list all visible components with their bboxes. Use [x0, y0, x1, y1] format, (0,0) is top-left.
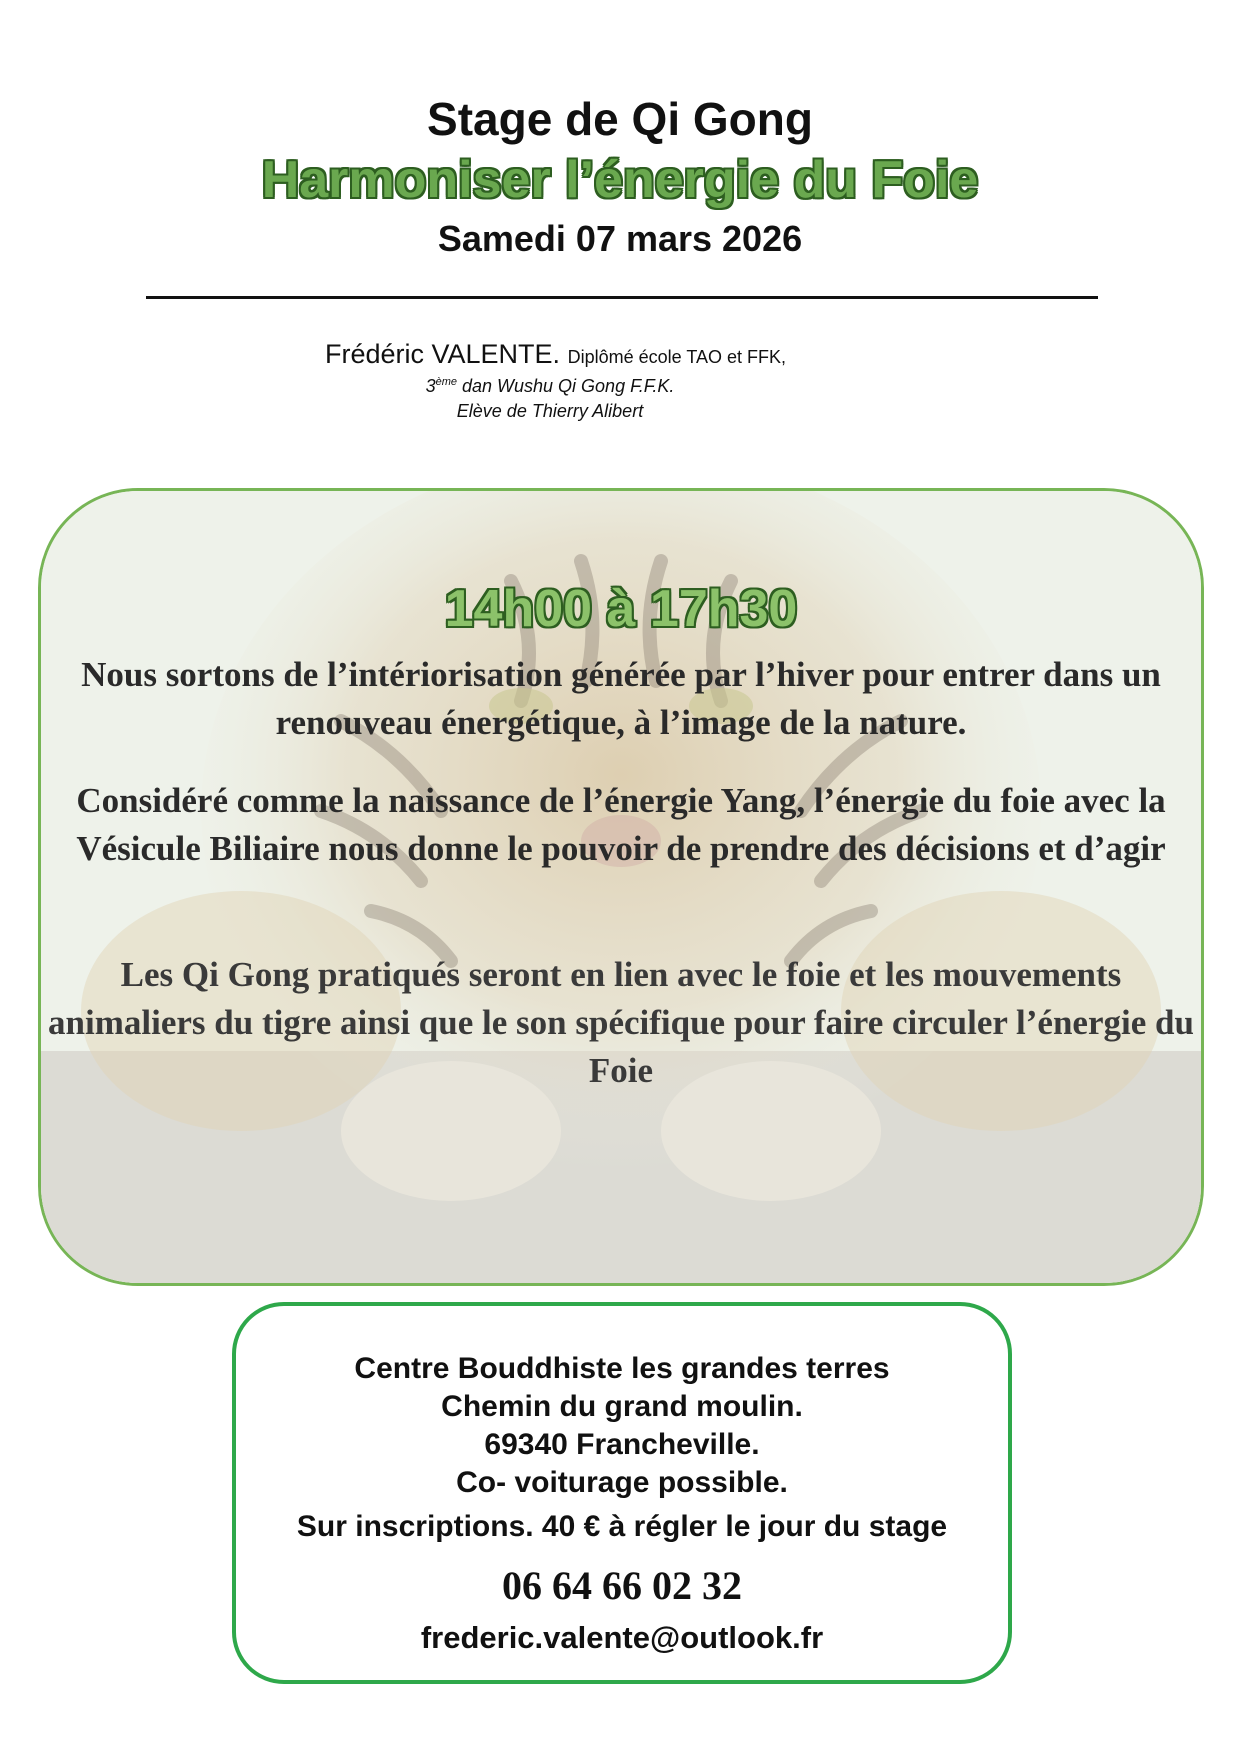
author-student-of: Elève de Thierry Alibert [456, 401, 644, 421]
author-credentials: Diplômé école TAO et FFK, [567, 347, 787, 367]
dan-suffix: ème [435, 376, 457, 388]
phone-number[interactable]: 06 64 66 02 32 [502, 1563, 742, 1608]
venue-city: 69340 Francheville. [484, 1428, 760, 1461]
author-line [325, 339, 885, 370]
session-time: 14h00 à 17h30 [444, 580, 798, 638]
carpool-note: Co- voiturage possible. [456, 1466, 788, 1499]
dan-text: dan Wushu Qi Gong F.F.K. [456, 376, 675, 396]
event-date: Samedi 07 mars 2026 [437, 218, 803, 259]
dan-number: 3 [425, 376, 436, 396]
tiger-panel [38, 488, 1204, 1286]
author-block [325, 339, 885, 424]
page-title: Stage de Qi Gong [427, 93, 813, 145]
email-address[interactable]: frederic.valente@outlook.fr [420, 1620, 824, 1655]
price-info: Sur inscriptions. 40 € à régler le jour du stage [296, 1510, 948, 1543]
page-subtitle: Harmoniser l’énergie du Foie [261, 151, 979, 209]
info-box [232, 1302, 1012, 1684]
author-dan [385, 370, 715, 399]
author-name: Frédéric VALENTE. [325, 339, 561, 369]
venue-street: Chemin du grand moulin. [441, 1390, 803, 1423]
divider [146, 296, 1098, 299]
paragraph-3: Les Qi Gong pratiqués seront en lien avec le foie et les mouvements animaliers du tigre ainsi que le son spécifique pour faire circuler l’énergie du Foie [48, 955, 1194, 1090]
venue-name: Centre Bouddhiste les grandes terres [354, 1352, 890, 1385]
venue-address [236, 1350, 1008, 1502]
paragraph-2: Considéré comme la naissance de l’énergie Yang, l’énergie du foie avec la Vésicule Biliaire nous donne le pouvoir de prendre des décisions et d’agir [76, 781, 1166, 868]
paragraph-1: Nous sortons de l’intériorisation générée par l’hiver pour entrer dans un renouveau énergétique, à l’image de la nature. [81, 655, 1161, 742]
